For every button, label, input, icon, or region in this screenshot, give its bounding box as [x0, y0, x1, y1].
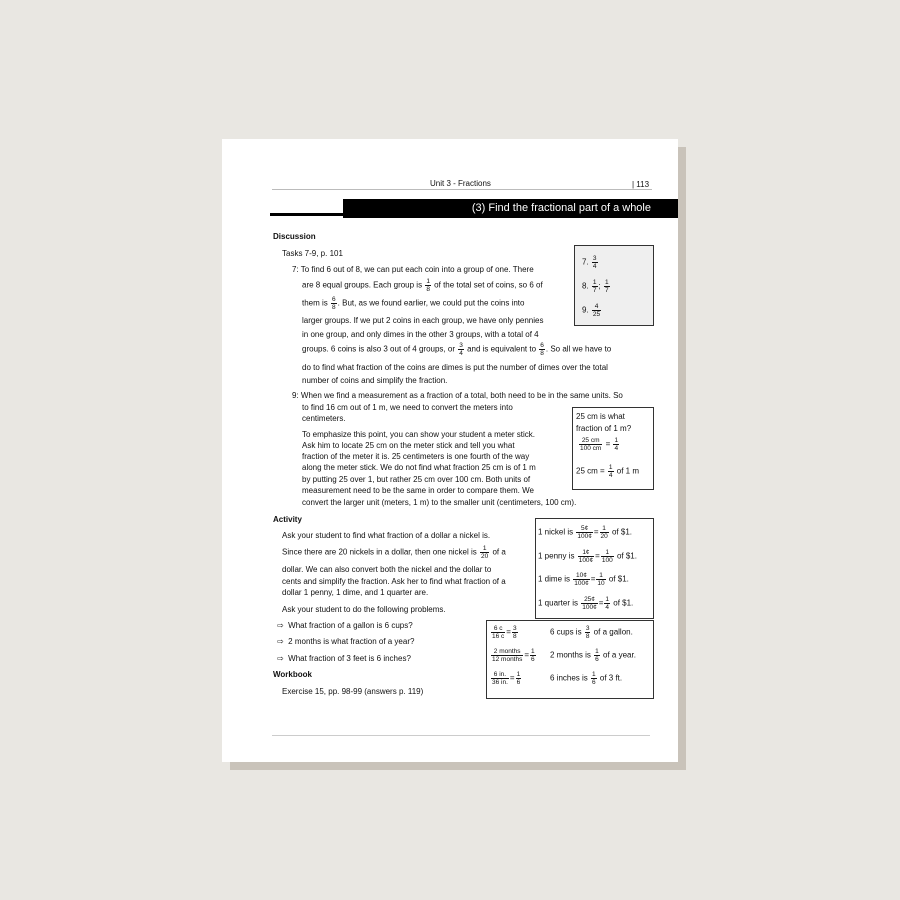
discussion-heading: Discussion	[273, 232, 316, 241]
arrow-right-icon: ⇨	[277, 654, 284, 663]
activity-line6: Ask your student to do the following problems.	[282, 605, 446, 614]
fraction: $\frac{6}{8}$	[332, 296, 336, 311]
units-row-inches: $\frac{6 in.}{36 in.}$ = $\frac{1}{6}$	[492, 671, 521, 686]
task9-line9: measurement need to be the same in order to compare them. We	[302, 486, 534, 495]
footer-rule	[272, 735, 650, 736]
task7-line7: do to find what fraction of the coins are dimes is put the number of dimes over the total	[302, 363, 608, 372]
activity-line2: Since there are 20 nickels in a dollar, then one nickel is $\frac{1}{20}$ of a	[282, 545, 506, 560]
workbook-heading: Workbook	[273, 670, 312, 679]
coin-row-quarter: 1 quarter is $\frac{25¢}{100¢}$ = $\frac{1}{4}$ of $1.	[538, 596, 634, 611]
units-row-months: $\frac{\text{2 months}}{\text{12 months}}$ = $\frac{1}{6}$	[492, 648, 535, 663]
answer-9: 9. $\frac{4}{25}$	[582, 303, 601, 318]
document-page	[222, 139, 678, 762]
units-fraction-box	[486, 620, 654, 699]
task7-line6: groups. 6 coins is also 3 out of 4 groups, or $\frac{3}{4}$ and is equivalent to $\frac{6}{8}$ . So all we have to	[302, 342, 612, 357]
activity-heading: Activity	[273, 515, 302, 524]
task9-line2: to find 16 cm out of 1 m, we need to convert the meters into	[302, 403, 513, 412]
coin-row-nickel: 1 nickel is $\frac{5¢}{100¢}$ = $\frac{1}{20}$ of $1.	[538, 525, 632, 540]
coin-fraction-box	[535, 518, 654, 619]
workbook-exercise: Exercise 15, pp. 98-99 (answers p. 119)	[282, 687, 424, 696]
arrow-right-icon: ⇨	[277, 637, 284, 646]
problem-3: ⇨ What fraction of 3 feet is 6 inches?	[277, 654, 411, 663]
task9-line1: 9: When we find a measurement as a fraction of a total, both need to be in the same units. So	[292, 391, 623, 400]
fraction: $\frac{3}{4}$	[459, 342, 463, 357]
cm-fraction-box	[572, 407, 654, 490]
section-banner	[343, 199, 678, 218]
activity-line4: cents and simplify the fraction. Ask her to find what fraction of a	[282, 577, 506, 586]
task9-line7: along the meter stick. We do not find what fraction 25 cm is of 1 m	[302, 463, 536, 472]
answer-7: 7. $\frac{3}{4}$	[582, 255, 597, 270]
task7-line5: in one group, and only dimes in the other 3 groups, with a total of 4	[302, 330, 539, 339]
activity-line3: dollar. We can also convert both the nickel and the dollar to	[282, 565, 492, 574]
fraction: $\frac{6}{8}$	[540, 342, 544, 357]
task7-line1: 7: To find 6 out of 8, we can put each coin into a group of one. There	[292, 265, 534, 274]
task7-line4: larger groups. If we put 2 coins in each group, we have only pennies	[302, 316, 544, 325]
task7-line2: are 8 equal groups. Each group is $\frac{1}{8}$ of the total set of coins, so 6 of	[302, 278, 543, 293]
problem-2: ⇨ 2 months is what fraction of a year?	[277, 637, 415, 646]
units-row-months-answer: 2 months is $\frac{1}{6}$ of a year.	[550, 648, 636, 663]
banner-rule	[270, 213, 344, 216]
task9-line3: centimeters.	[302, 414, 346, 423]
fraction: $\frac{1}{8}$	[426, 278, 430, 293]
task9-line5: Ask him to locate 25 cm on the meter stick and tell you what	[302, 441, 515, 450]
task9-line10: convert the larger unit (meters, 1 m) to the smaller unit (centimeters, 100 cm).	[302, 498, 577, 507]
task9-line6: fraction of the meter it is. 25 centimeters is one fourth of the way	[302, 452, 530, 461]
task9-line8: by putting 25 over 1, but rather 25 cm over 100 cm. Both units of	[302, 475, 531, 484]
cm-box-equation: $\frac{25 cm}{100 cm}$ = $\frac{1}{4}$	[580, 437, 619, 452]
units-row-gallon-answer: 6 cups is $\frac{3}{8}$ of a gallon.	[550, 625, 633, 640]
page-number: | 113	[632, 180, 650, 189]
header-rule	[272, 189, 652, 190]
activity-line1: Ask your student to find what fraction of a dollar a nickel is.	[282, 531, 491, 540]
answers-box	[574, 245, 654, 326]
cm-box-answer: 25 cm = $\frac{1}{4}$ of 1 m	[576, 464, 640, 479]
fraction: $\frac{1}{20}$	[481, 545, 489, 560]
answer-8: 8. $\frac{1}{7}$ ; $\frac{1}{7}$	[582, 279, 609, 294]
tasks-reference: Tasks 7-9, p. 101	[282, 249, 343, 258]
task7-line3: them is $\frac{6}{8}$ . But, as we found earlier, we could put the coins into	[302, 296, 525, 311]
cm-box-line1: 25 cm is what	[576, 412, 625, 421]
cm-box-line2: fraction of 1 m?	[576, 424, 632, 433]
task7-line8: number of coins and simplify the fraction.	[302, 376, 448, 385]
activity-line5: dollar 1 penny, 1 dime, and 1 quarter are.	[282, 588, 429, 597]
units-row-inches-answer: 6 inches is $\frac{1}{6}$ of 3 ft.	[550, 671, 623, 686]
task9-line4: To emphasize this point, you can show your student a meter stick.	[302, 430, 536, 439]
running-header-unit: Unit 3 - Fractions	[430, 179, 491, 188]
coin-row-dime: 1 dime is $\frac{10¢}{100¢}$ = $\frac{1}{10}$ of $1.	[538, 572, 629, 587]
arrow-right-icon: ⇨	[277, 621, 284, 630]
units-row-gallon: $\frac{6 c}{16 c}$ = $\frac{3}{8}$	[492, 625, 517, 640]
coin-row-penny: 1 penny is $\frac{1¢}{100¢}$ = $\frac{1}{100}$ of $1.	[538, 549, 637, 564]
section-title: (3) Find the fractional part of a whole	[471, 202, 651, 214]
problem-1: ⇨ What fraction of a gallon is 6 cups?	[277, 621, 413, 630]
